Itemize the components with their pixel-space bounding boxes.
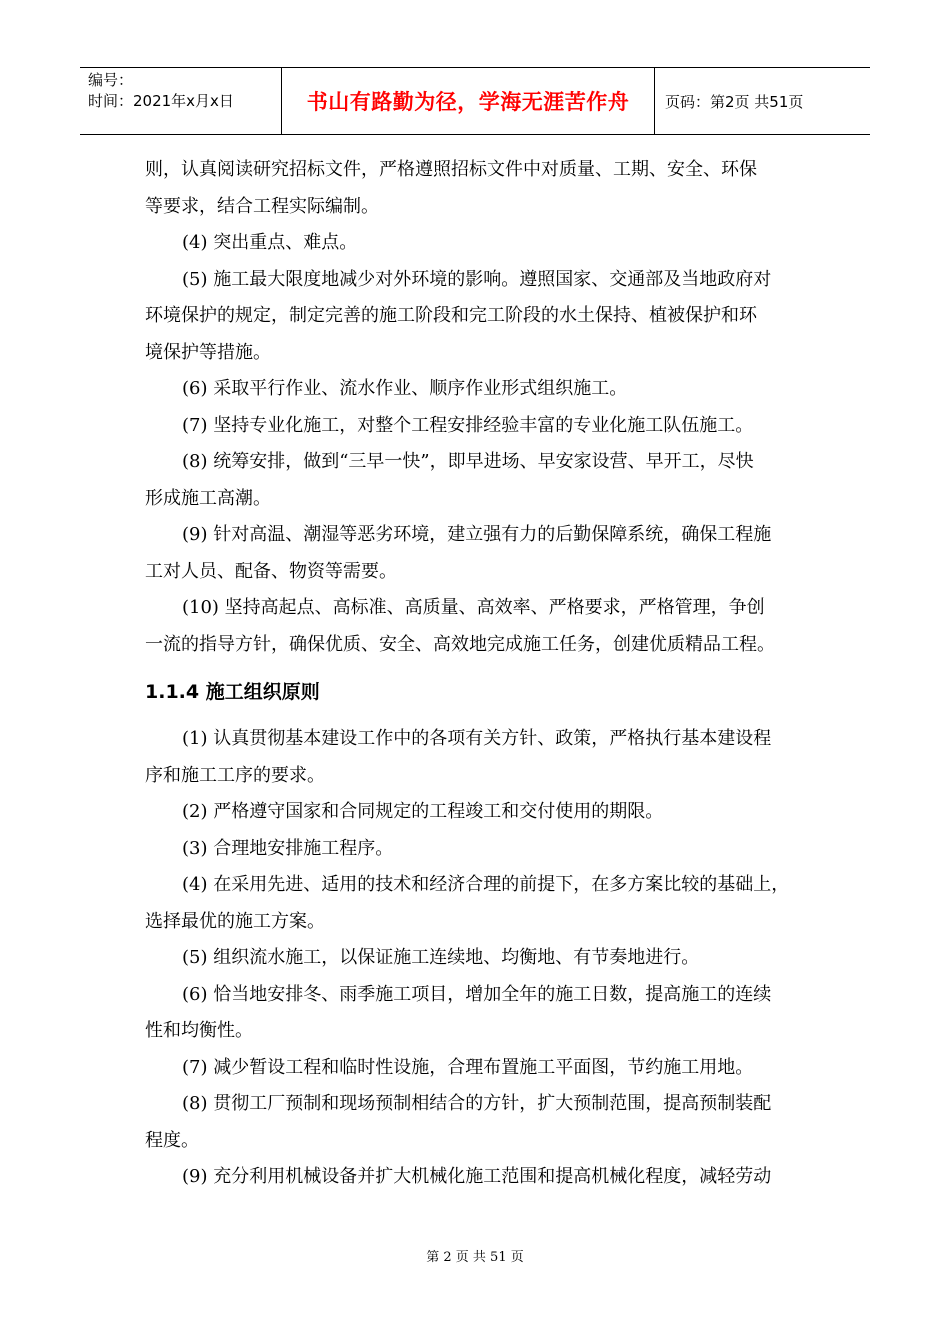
text-line: (10) 坚持高起点、高标准、高质量、高效率、严格要求，严格管理，争创 [182,597,765,618]
document-body [145,152,815,1196]
header-motto: 书山有路勤为径，学海无涯苦作舟 [282,68,655,134]
text-line: (5) 施工最大限度地减少对外环境的影响。遵照国家、交通部及当地政府对 [182,268,772,290]
text-line: 则，认真阅读研究招标文件，严格遵照招标文件中对质量、工期、安全、环保 [145,159,757,180]
text-line: 境保护等措施。 [145,341,271,363]
text-line: (7) 减少暂设工程和临时性设施，合理布置施工平面图，节约施工用地。 [182,1056,754,1078]
text-line: (4) 在采用先进、适用的技术和经济合理的前提下，在多方案比较的基础上， [182,874,790,895]
paragraphs-after-heading [145,721,815,1196]
text-line: 工对人员、配备、物资等需要。 [145,560,397,582]
text-line: 程度。 [145,1129,199,1151]
text-line: 序和施工工序的要求。 [145,764,325,786]
section-heading: 1.1.4 施工组织原则 [145,681,320,703]
header-page-info: 页码：第2页 共51页 [665,92,804,111]
page-header [80,67,870,135]
page-footer: 第 2 页 共 51 页 [426,1250,524,1265]
text-line: (5) 组织流水施工，以保证施工连续地、均衡地、有节奏地进行。 [182,947,700,968]
document-date: 时间：2021年x月x日 [88,92,234,110]
text-line: 性和均衡性。 [145,1020,253,1041]
text-line: 等要求，结合工程实际编制。 [145,195,379,217]
text-line: (6) 恰当地安排冬、雨季施工项目，增加全年的施工日数，提高施工的连续 [182,983,772,1005]
text-line: (4) 突出重点、难点。 [182,232,358,253]
text-line: 一流的指导方针，确保优质、安全、高效地完成施工任务，创建优质精品工程。 [145,633,775,655]
text-line: (8) 统筹安排，做到“三早一快”，即早进场、早安家设营、早开工，尽快 [182,451,754,472]
document-number-label: 编号： [88,71,134,89]
text-line: (9) 针对高温、潮湿等恶劣环境，建立强有力的后勤保障系统，确保工程施 [182,524,772,545]
header-meta [80,68,282,134]
text-line: (8) 贯彻工厂预制和现场预制相结合的方针，扩大预制范围，提高预制装配 [182,1093,772,1114]
text-line: (1) 认真贯彻基本建设工作中的各项有关方针、政策，严格执行基本建设程 [182,728,772,749]
text-line: (9) 充分利用机械设备并扩大机械化施工范围和提高机械化程度，减轻劳动 [182,1166,772,1187]
text-line: 形成施工高潮。 [145,487,271,509]
text-line: 环境保护的规定，制定完善的施工阶段和完工阶段的水土保持、植被保护和环 [145,305,757,326]
text-line: 选择最优的施工方案。 [145,910,325,932]
paragraphs-before-heading [145,152,815,663]
text-line: (7) 坚持专业化施工，对整个工程安排经验丰富的专业化施工队伍施工。 [182,414,754,436]
text-line: (3) 合理地安排施工程序。 [182,837,394,859]
text-line: (6) 采取平行作业、流水作业、顺序作业形式组织施工。 [182,378,628,399]
text-line: (2) 严格遵守国家和合同规定的工程竣工和交付使用的期限。 [182,801,664,822]
